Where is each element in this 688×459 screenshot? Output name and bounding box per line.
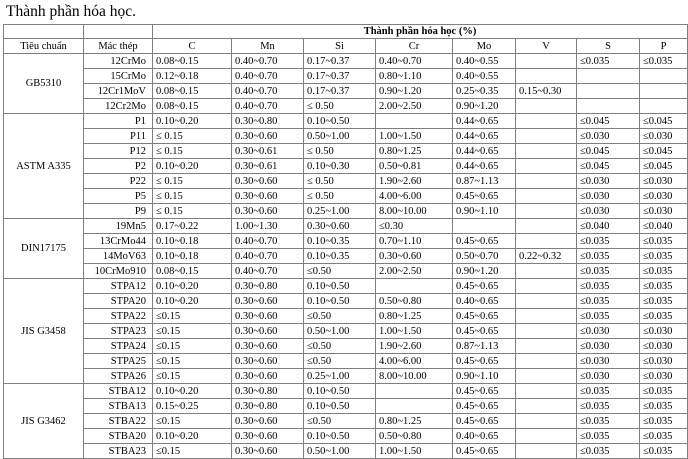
table-row	[4, 174, 688, 189]
value-cell: ≤0.045	[640, 159, 688, 174]
value-cell: ≤0.035	[577, 279, 640, 294]
value-cell	[516, 369, 577, 384]
grade-cell: STBA12	[84, 384, 153, 399]
value-cell: ≤ 0.50	[304, 144, 376, 159]
value-cell: ≤0.035	[640, 234, 688, 249]
value-cell: ≤ 0.15	[153, 129, 232, 144]
standard-cell: DIN17175	[4, 219, 84, 279]
value-cell: 0.80~1.10	[376, 69, 453, 84]
table-row	[4, 414, 688, 429]
value-cell: 0.70~1.10	[376, 234, 453, 249]
standard-cell: JIS G3458	[4, 279, 84, 384]
value-cell: 0.25~0.35	[453, 84, 516, 99]
value-cell: 0.80~1.25	[376, 144, 453, 159]
value-cell: ≤ 0.50	[304, 99, 376, 114]
value-cell	[516, 399, 577, 414]
value-cell: ≤0.045	[577, 159, 640, 174]
value-cell: 0.50~1.00	[304, 129, 376, 144]
value-cell	[640, 99, 688, 114]
header-row-1	[4, 25, 688, 39]
standard-cell: ASTM A335	[4, 114, 84, 219]
table-row	[4, 204, 688, 219]
value-cell: ≤0.30	[376, 219, 453, 234]
value-cell	[577, 99, 640, 114]
grade-cell: 13CrMo44	[84, 234, 153, 249]
value-cell: ≤0.030	[640, 339, 688, 354]
value-cell: ≤0.030	[577, 189, 640, 204]
value-cell: ≤0.040	[577, 219, 640, 234]
grade-cell: STPA20	[84, 294, 153, 309]
value-cell	[640, 69, 688, 84]
value-cell	[516, 69, 577, 84]
value-cell: ≤0.030	[640, 369, 688, 384]
grade-cell: 14MoV63	[84, 249, 153, 264]
value-cell: 0.08~0.15	[153, 54, 232, 69]
value-cell: ≤0.030	[577, 369, 640, 384]
value-cell: 0.30~0.60	[232, 174, 304, 189]
value-cell: 0.30~0.60	[232, 369, 304, 384]
value-cell: ≤0.035	[640, 309, 688, 324]
value-cell: 0.87~1.13	[453, 174, 516, 189]
value-cell: 0.45~0.65	[453, 234, 516, 249]
value-cell: 0.17~0.22	[153, 219, 232, 234]
value-cell	[516, 339, 577, 354]
header-grade: Mác thép	[84, 39, 153, 54]
grade-cell: STBA20	[84, 429, 153, 444]
value-cell: 0.30~0.60	[232, 444, 304, 459]
value-cell: 0.40~0.70	[232, 54, 304, 69]
value-cell: 0.30~0.60	[232, 429, 304, 444]
value-cell: 0.10~0.35	[304, 234, 376, 249]
value-cell: ≤ 0.15	[153, 144, 232, 159]
value-cell: 0.17~0.37	[304, 54, 376, 69]
value-cell: 0.87~1.13	[453, 339, 516, 354]
value-cell: ≤0.15	[153, 414, 232, 429]
value-cell: ≤0.50	[304, 339, 376, 354]
value-cell: 0.22~0.32	[516, 249, 577, 264]
table-row	[4, 354, 688, 369]
table-body	[4, 54, 688, 459]
value-cell: ≤0.15	[153, 309, 232, 324]
value-cell	[516, 174, 577, 189]
value-cell: ≤0.045	[640, 114, 688, 129]
value-cell	[516, 129, 577, 144]
header-element: V	[516, 39, 577, 54]
value-cell	[516, 429, 577, 444]
value-cell	[516, 54, 577, 69]
value-cell	[516, 234, 577, 249]
value-cell: ≤0.030	[640, 204, 688, 219]
value-cell	[376, 114, 453, 129]
page-title: Thành phần hóa học.	[6, 3, 136, 20]
value-cell: ≤0.030	[577, 129, 640, 144]
value-cell: 0.15~0.30	[516, 84, 577, 99]
table-row	[4, 309, 688, 324]
header-element: P	[640, 39, 688, 54]
value-cell: 0.40~0.70	[232, 264, 304, 279]
value-cell: 0.10~0.50	[304, 384, 376, 399]
value-cell	[577, 84, 640, 99]
value-cell	[516, 144, 577, 159]
value-cell: 0.90~1.20	[376, 84, 453, 99]
grade-cell: P2	[84, 159, 153, 174]
value-cell: 0.10~0.20	[153, 159, 232, 174]
table-row	[4, 114, 688, 129]
value-cell: 0.40~0.70	[232, 249, 304, 264]
value-cell: 0.08~0.15	[153, 84, 232, 99]
header-element: Cr	[376, 39, 453, 54]
value-cell: 0.10~0.20	[153, 279, 232, 294]
value-cell: ≤0.030	[577, 174, 640, 189]
value-cell: ≤0.030	[577, 339, 640, 354]
value-cell: 0.30~0.60	[304, 219, 376, 234]
table-row	[4, 54, 688, 69]
value-cell: 0.40~0.55	[453, 69, 516, 84]
value-cell: 0.30~0.60	[232, 414, 304, 429]
value-cell: ≤0.035	[577, 294, 640, 309]
value-cell: ≤0.15	[153, 444, 232, 459]
value-cell	[516, 159, 577, 174]
value-cell: 0.30~0.60	[232, 339, 304, 354]
value-cell: ≤0.035	[640, 249, 688, 264]
value-cell: ≤0.50	[304, 309, 376, 324]
value-cell: 2.00~2.50	[376, 99, 453, 114]
value-cell: 1.90~2.60	[376, 339, 453, 354]
standard-cell: JIS G3462	[4, 384, 84, 459]
value-cell: 0.40~0.70	[232, 99, 304, 114]
header-blank-standard	[4, 25, 84, 39]
value-cell: ≤0.030	[577, 324, 640, 339]
value-cell: ≤0.035	[577, 264, 640, 279]
value-cell: 0.45~0.65	[453, 309, 516, 324]
value-cell: 0.10~0.20	[153, 384, 232, 399]
value-cell: 0.90~1.20	[453, 264, 516, 279]
value-cell: 0.25~1.00	[304, 369, 376, 384]
table-row	[4, 399, 688, 414]
value-cell: ≤0.035	[640, 399, 688, 414]
value-cell: ≤0.15	[153, 354, 232, 369]
value-cell: 0.40~0.55	[453, 54, 516, 69]
table-row	[4, 99, 688, 114]
value-cell: 0.40~0.65	[453, 429, 516, 444]
grade-cell: 12Cr1MoV	[84, 84, 153, 99]
table-row	[4, 444, 688, 459]
grade-cell: 15CrMo	[84, 69, 153, 84]
value-cell: ≤0.15	[153, 339, 232, 354]
value-cell: ≤0.035	[640, 294, 688, 309]
value-cell: 0.10~0.50	[304, 279, 376, 294]
grade-cell: P22	[84, 174, 153, 189]
table-row	[4, 249, 688, 264]
grade-cell: STBA23	[84, 444, 153, 459]
value-cell: ≤0.035	[577, 384, 640, 399]
value-cell: 0.30~0.61	[232, 144, 304, 159]
table-row	[4, 384, 688, 399]
value-cell	[516, 354, 577, 369]
value-cell: 0.44~0.65	[453, 144, 516, 159]
table-row	[4, 369, 688, 384]
value-cell: 0.40~0.70	[232, 84, 304, 99]
value-cell	[516, 99, 577, 114]
value-cell: 0.90~1.10	[453, 369, 516, 384]
value-cell: ≤0.030	[640, 189, 688, 204]
value-cell: 1.00~1.50	[376, 324, 453, 339]
grade-cell: 12CrMo	[84, 54, 153, 69]
value-cell: 8.00~10.00	[376, 369, 453, 384]
value-cell: 1.00~1.50	[376, 129, 453, 144]
table-row	[4, 84, 688, 99]
value-cell: 0.10~0.35	[304, 249, 376, 264]
value-cell: 0.10~0.20	[153, 294, 232, 309]
value-cell: 0.10~0.18	[153, 234, 232, 249]
value-cell: 0.50~1.00	[304, 444, 376, 459]
value-cell	[640, 84, 688, 99]
value-cell	[516, 294, 577, 309]
value-cell: ≤0.030	[640, 129, 688, 144]
value-cell: 0.90~1.10	[453, 204, 516, 219]
value-cell: 0.50~1.00	[304, 324, 376, 339]
value-cell: 0.45~0.65	[453, 414, 516, 429]
table-row	[4, 159, 688, 174]
value-cell: 0.45~0.65	[453, 189, 516, 204]
value-cell: 0.30~0.80	[232, 279, 304, 294]
header-element: Si	[304, 39, 376, 54]
table-row	[4, 219, 688, 234]
value-cell: 0.90~1.20	[453, 99, 516, 114]
value-cell: 0.10~0.50	[304, 399, 376, 414]
value-cell: ≤0.035	[640, 444, 688, 459]
value-cell	[376, 279, 453, 294]
value-cell: 4.00~6.00	[376, 189, 453, 204]
value-cell: 0.25~1.00	[304, 204, 376, 219]
value-cell: ≤0.035	[640, 54, 688, 69]
table-row	[4, 339, 688, 354]
value-cell: 0.80~1.25	[376, 309, 453, 324]
value-cell: 0.45~0.65	[453, 399, 516, 414]
value-cell: 0.50~0.81	[376, 159, 453, 174]
header-standard: Tiêu chuẩn	[4, 39, 84, 54]
value-cell: ≤0.035	[577, 444, 640, 459]
value-cell: ≤ 0.15	[153, 189, 232, 204]
value-cell	[516, 324, 577, 339]
value-cell: 0.30~0.61	[232, 159, 304, 174]
value-cell: ≤0.035	[640, 429, 688, 444]
value-cell: ≤0.035	[640, 279, 688, 294]
value-cell: 0.40~0.70	[376, 54, 453, 69]
value-cell: 0.50~0.80	[376, 429, 453, 444]
value-cell: 0.50~0.70	[453, 249, 516, 264]
value-cell: 0.30~0.60	[232, 189, 304, 204]
value-cell	[516, 264, 577, 279]
header-blank-grade	[84, 25, 153, 39]
value-cell: ≤0.030	[640, 354, 688, 369]
value-cell: 0.17~0.37	[304, 69, 376, 84]
value-cell: ≤ 0.50	[304, 174, 376, 189]
value-cell: 0.30~0.60	[232, 324, 304, 339]
value-cell	[516, 204, 577, 219]
table-row	[4, 264, 688, 279]
value-cell: ≤0.035	[640, 264, 688, 279]
grade-cell: STPA25	[84, 354, 153, 369]
value-cell: 0.30~0.60	[232, 129, 304, 144]
value-cell: 2.00~2.50	[376, 264, 453, 279]
value-cell: ≤0.045	[577, 144, 640, 159]
value-cell	[516, 309, 577, 324]
value-cell: 0.30~0.60	[232, 294, 304, 309]
grade-cell: 12Cr2Mo	[84, 99, 153, 114]
grade-cell: STPA26	[84, 369, 153, 384]
grade-cell: 19Mn5	[84, 219, 153, 234]
value-cell: ≤0.040	[640, 219, 688, 234]
value-cell: ≤0.030	[577, 354, 640, 369]
value-cell: 0.45~0.65	[453, 354, 516, 369]
value-cell: 0.10~0.20	[153, 429, 232, 444]
value-cell: 0.50~0.80	[376, 294, 453, 309]
table-row	[4, 324, 688, 339]
value-cell: 0.30~0.60	[232, 309, 304, 324]
value-cell: 0.10~0.50	[304, 294, 376, 309]
value-cell: 4.00~6.00	[376, 354, 453, 369]
value-cell: 0.12~0.18	[153, 69, 232, 84]
value-cell: 0.44~0.65	[453, 159, 516, 174]
table-row	[4, 429, 688, 444]
table-row	[4, 144, 688, 159]
grade-cell: P11	[84, 129, 153, 144]
value-cell: ≤0.15	[153, 369, 232, 384]
table-row	[4, 189, 688, 204]
value-cell: ≤0.030	[577, 204, 640, 219]
table-row	[4, 294, 688, 309]
value-cell: 1.00~1.30	[232, 219, 304, 234]
value-cell: 0.40~0.70	[232, 69, 304, 84]
grade-cell: P1	[84, 114, 153, 129]
value-cell: 0.30~0.80	[232, 114, 304, 129]
value-cell: 0.40~0.65	[453, 294, 516, 309]
table-row	[4, 69, 688, 84]
value-cell: ≤0.50	[304, 264, 376, 279]
value-cell: 0.08~0.15	[153, 99, 232, 114]
value-cell: ≤0.035	[577, 429, 640, 444]
grade-cell: P9	[84, 204, 153, 219]
value-cell	[453, 219, 516, 234]
value-cell: 0.10~0.50	[304, 114, 376, 129]
value-cell: 0.08~0.15	[153, 264, 232, 279]
value-cell: 0.30~0.80	[232, 384, 304, 399]
value-cell: 0.10~0.18	[153, 249, 232, 264]
grade-cell: P5	[84, 189, 153, 204]
value-cell: ≤0.035	[577, 414, 640, 429]
value-cell: ≤0.030	[640, 324, 688, 339]
value-cell	[516, 384, 577, 399]
header-element: C	[153, 39, 232, 54]
grade-cell: STPA12	[84, 279, 153, 294]
value-cell: ≤0.035	[577, 249, 640, 264]
value-cell: 0.44~0.65	[453, 114, 516, 129]
header-element: S	[577, 39, 640, 54]
value-cell: ≤0.035	[640, 414, 688, 429]
value-cell: 1.00~1.50	[376, 444, 453, 459]
value-cell	[376, 384, 453, 399]
value-cell	[516, 114, 577, 129]
value-cell	[516, 219, 577, 234]
super-header: Thành phần hóa học (%)	[153, 25, 688, 39]
grade-cell: STPA24	[84, 339, 153, 354]
value-cell: ≤0.030	[640, 174, 688, 189]
value-cell: ≤0.15	[153, 324, 232, 339]
value-cell	[516, 189, 577, 204]
value-cell: ≤0.035	[640, 384, 688, 399]
value-cell: 0.30~0.60	[232, 204, 304, 219]
value-cell: 0.10~0.50	[304, 429, 376, 444]
grade-cell: STPA23	[84, 324, 153, 339]
value-cell: ≤0.50	[304, 414, 376, 429]
value-cell: 0.45~0.65	[453, 324, 516, 339]
value-cell: ≤0.035	[577, 54, 640, 69]
table-row	[4, 234, 688, 249]
value-cell	[516, 444, 577, 459]
header-element: Mn	[232, 39, 304, 54]
table-row	[4, 129, 688, 144]
value-cell: 0.10~0.20	[153, 114, 232, 129]
value-cell: 0.17~0.37	[304, 84, 376, 99]
value-cell: 0.15~0.25	[153, 399, 232, 414]
value-cell: 0.30~0.80	[232, 399, 304, 414]
value-cell	[516, 279, 577, 294]
value-cell: ≤0.50	[304, 354, 376, 369]
value-cell: ≤0.045	[640, 144, 688, 159]
value-cell: 0.80~1.25	[376, 414, 453, 429]
value-cell	[516, 414, 577, 429]
value-cell	[577, 69, 640, 84]
grade-cell: 10CrMo910	[84, 264, 153, 279]
grade-cell: STPA22	[84, 309, 153, 324]
value-cell: ≤0.035	[577, 399, 640, 414]
standard-cell: GB5310	[4, 54, 84, 114]
value-cell: 8.00~10.00	[376, 204, 453, 219]
value-cell: ≤0.045	[577, 114, 640, 129]
value-cell: 0.40~0.70	[232, 234, 304, 249]
value-cell: 0.45~0.65	[453, 279, 516, 294]
header-element: Mo	[453, 39, 516, 54]
value-cell: 0.44~0.65	[453, 129, 516, 144]
value-cell: 0.45~0.65	[453, 444, 516, 459]
table-row	[4, 279, 688, 294]
value-cell: 0.10~0.30	[304, 159, 376, 174]
value-cell: 0.30~0.60	[376, 249, 453, 264]
grade-cell: STBA22	[84, 414, 153, 429]
value-cell: 0.45~0.65	[453, 384, 516, 399]
value-cell: 0.30~0.60	[232, 354, 304, 369]
value-cell: ≤ 0.50	[304, 189, 376, 204]
chemical-composition-table	[3, 24, 688, 459]
grade-cell: P12	[84, 144, 153, 159]
value-cell: 1.90~2.60	[376, 174, 453, 189]
value-cell: ≤ 0.15	[153, 204, 232, 219]
header-row-2	[4, 39, 688, 54]
value-cell: ≤ 0.15	[153, 174, 232, 189]
value-cell: ≤0.035	[577, 234, 640, 249]
value-cell	[376, 399, 453, 414]
value-cell: ≤0.035	[577, 309, 640, 324]
grade-cell: STBA13	[84, 399, 153, 414]
